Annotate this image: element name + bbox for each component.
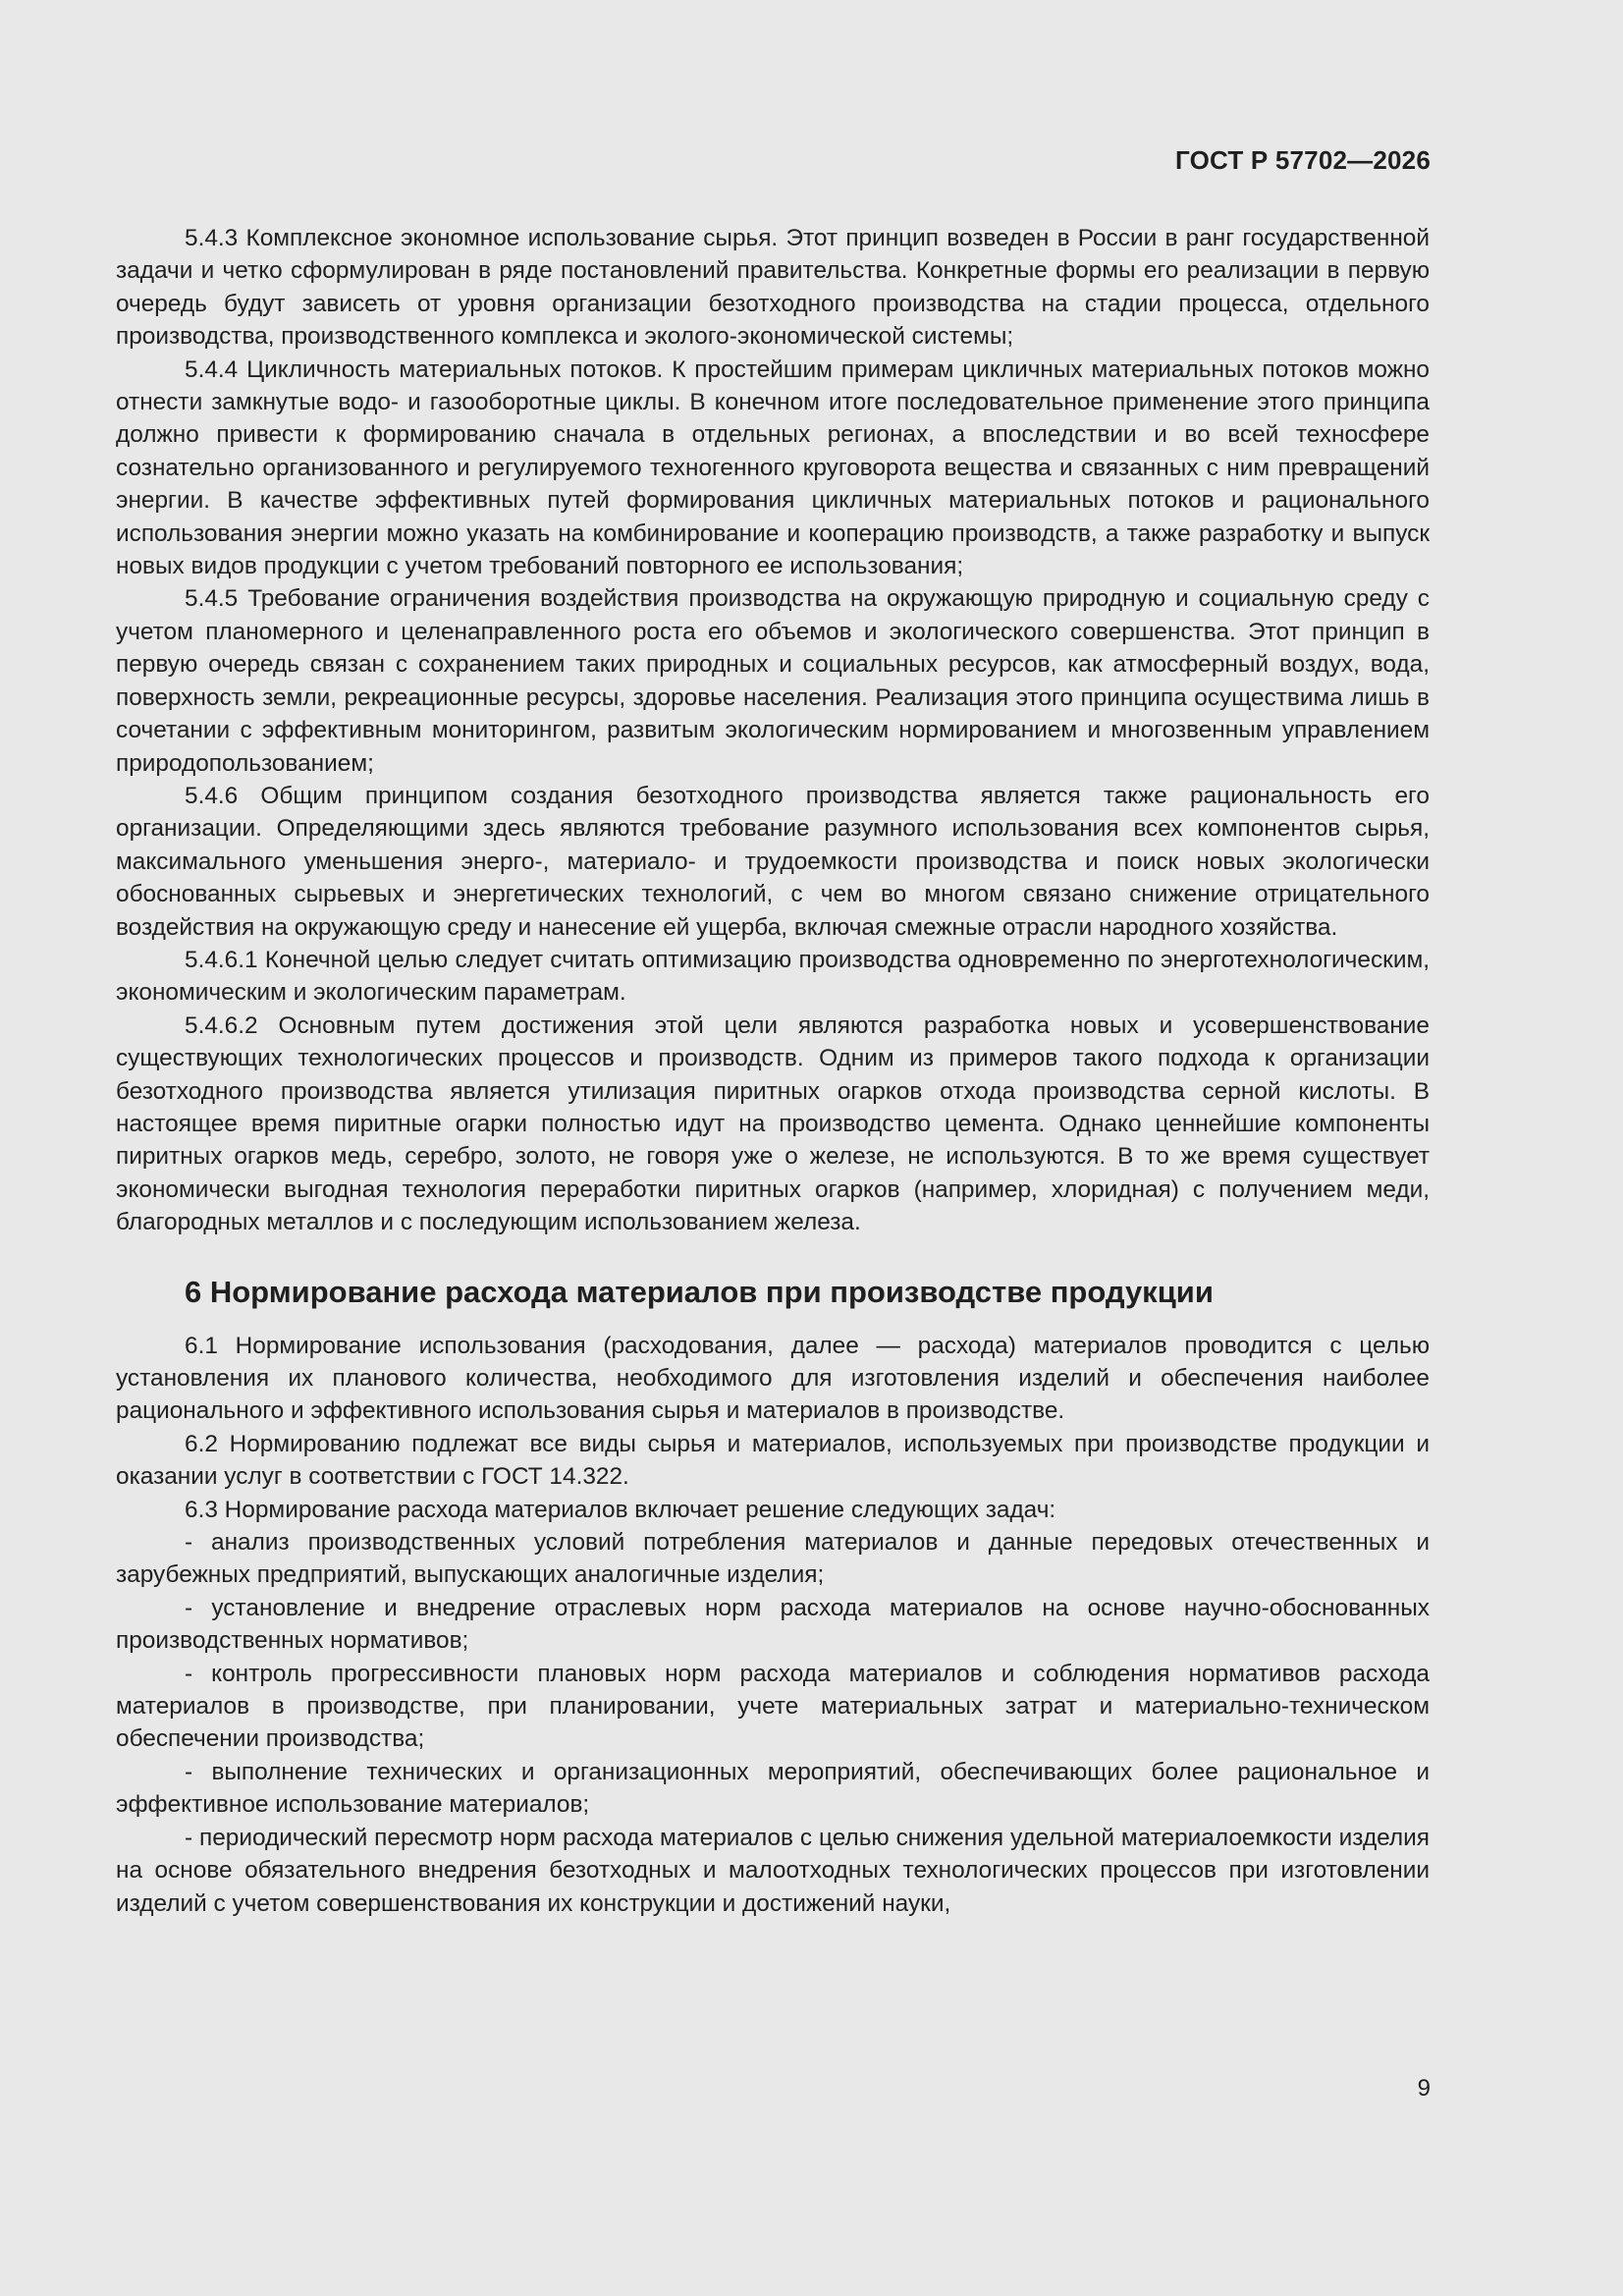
list-item: - выполнение технических и организационных мероприятий, обеспечивающих более рациональное и эффективное использование материалов; (116, 1758, 1430, 1819)
paragraph-5-4-3: 5.4.3 Комплексное экономное использование сырья. Этот принцип возведен в России в ранг государственной задачи и четко сформулирован в ряде постановлений правительства. Конкретные формы его реализации в первую очередь будут зависеть от уровня организации безотходного производства на стадии процесса, отдельного производства, производственного комплекса и эколого-экономической системы; (116, 225, 1430, 351)
paragraph-6-3: 6.3 Нормирование расхода материалов включает решение следующих задач: (185, 1496, 1056, 1523)
document-id-header: ГОСТ Р 57702—2026 (1175, 145, 1431, 175)
paragraph-5-4-6-2: 5.4.6.2 Основным путем достижения этой цели являются разработка новых и усовершенствование существующих технологических процессов и производств. Одним из примеров такого подхода к организации безотходного производства является утилизация пиритных огарков отхода производства серной кислоты. В настоящее время пиритные огарки полностью идут на производство цемента. Однако ценнейшие компоненты пиритных огарков медь, серебро, золото, не говоря уже о железе, не используются. В то же время существует экономически выгодная технология переработки пиритных огарков (например, хлоридная) с получением меди, благородных металлов и с последующим использованием железа. (116, 1011, 1430, 1236)
paragraph-5-4-6: 5.4.6 Общим принципом создания безотходного производства является также рациональность его организации. Определяющими здесь являются требование разумного использования всех компонентов сырья, максимального уменьшения энерго-, материало- и трудоемкости производства и поиск новых экологически обоснованных сырьевых и энергетических технологий, с чем во многом связано снижение отрицательного воздействия на окружающую среду и нанесение ей ущерба, включая смежные отрасли народного хозяйства. (116, 782, 1430, 941)
list-item: - анализ производственных условий потребления материалов и данные передовых отечественных и зарубежных предприятий, выпускающих аналогичные изделия; (116, 1529, 1430, 1589)
paragraph-6-1: 6.1 Нормирование использования (расходования, далее — расхода) материалов проводится с целью установления их планового количества, необходимого для изготовления изделий и обеспечения наиболее рационального и эффективного использования сырья и материалов в производстве. (116, 1332, 1430, 1425)
paragraph-6-2: 6.2 Нормированию подлежат все виды сырья и материалов, используемых при производстве продукции и оказании услуг в соответствии с ГОСТ 14.322. (116, 1430, 1430, 1491)
list-item: - контроль прогрессивности плановых норм расхода материалов и соблюдения нормативов расхода материалов в производстве, при планировании, учете материальных затрат и материально-техническом обеспечении производства; (116, 1660, 1430, 1753)
section-6-heading: 6 Нормирование расхода материалов при производстве продукции (185, 1274, 1214, 1309)
paragraph-5-4-5: 5.4.5 Требование ограничения воздействия производства на окружающую природную и социальную среду с учетом планомерного и целенаправленного роста его объемов и экологического совершенства. Этот принцип в первую очередь связан с сохранением таких природных и социальных ресурсов, как атмосферный воздух, вода, поверхность земли, рекреационные ресурсы, здоровье населения. Реализация этого принципа осуществима лишь в сочетании с эффективным мониторингом, развитым экологическим нормированием и многозвенным управлением природопользованием; (116, 585, 1430, 777)
list-item: - установление и внедрение отраслевых норм расхода материалов на основе научно-обоснованных производственных нормативов; (116, 1594, 1430, 1655)
page-number: 9 (1417, 2075, 1431, 2102)
paragraph-5-4-6-1: 5.4.6.1 Конечной целью следует считать оптимизацию производства одновременно по энерготехнологическим, экономическим и экологическим параметрам. (116, 946, 1430, 1007)
list-item: - периодический пересмотр норм расхода материалов с целью снижения удельной материалоемкости изделия на основе обязательного внедрения безотходных и малоотходных технологических процессов при изготовлении изделий с учетом совершенствования их конструкции и достижений науки, (116, 1824, 1430, 1917)
paragraph-5-4-4: 5.4.4 Цикличность материальных потоков. К простейшим примерам цикличных материальных потоков можно отнести замкнутые водо- и газооборотные циклы. В конечном итоге последовательное применение этого принципа должно привести к формированию сначала в отдельных регионах, а впоследствии и во всей техносфере сознательно организованного и регулируемого техногенного круговорота вещества и связанных с ним превращений энергии. В качестве эффективных путей формирования цикличных материальных потоков и рационального использования энергии можно указать на комбинирование и кооперацию производств, а также разработку и выпуск новых видов продукции с учетом требований повторного ее использования; (116, 355, 1430, 580)
page-content (116, 222, 1430, 1920)
